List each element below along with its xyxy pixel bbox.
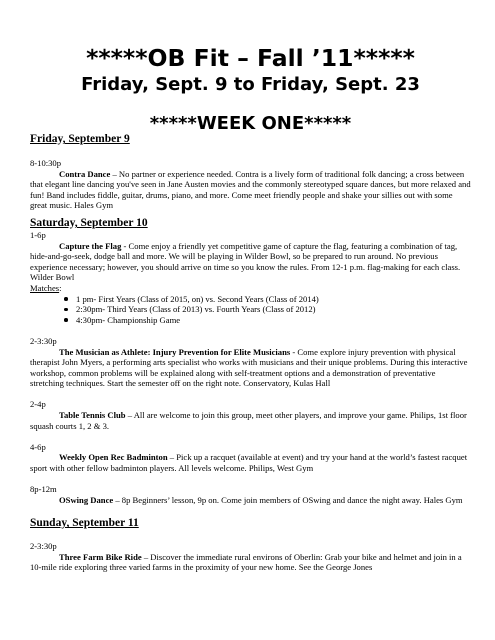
event-title: Table Tennis Club <box>59 410 126 421</box>
list-item: 4:30pm- Championship Game <box>76 315 471 326</box>
event-three-farm-bike-ride <box>30 541 471 573</box>
week-heading: *****WEEK ONE***** <box>149 113 352 134</box>
event-title: Weekly Open Rec Badminton <box>59 452 168 463</box>
event-capture-the-flag <box>30 230 471 325</box>
event-title: Capture the Flag <box>59 240 122 251</box>
event-description: – Pick up a racquet (available at event) and try your hand at the world’s fastest racquet sport with other fellow badminton players. All levels welcome. Philips, West Gym <box>30 452 468 474</box>
event-time: 2-3:30p <box>30 335 57 346</box>
event-title: Three Farm Bike Ride <box>59 551 142 562</box>
event-time: 1-6p <box>30 229 46 240</box>
matches-label: Matches <box>30 282 60 293</box>
matches-list <box>30 294 471 326</box>
event-description: – No partner or experience needed. Contra is a lively form of traditional folk dancing; a cross between that elegant line dancing you've seen in Jane Austen movies and the commonly stereotyped square dances, but more relaxed and fun! Band includes fiddle, guitar, drums, piano, and more. Come meet friendly people and shake your sillies out with some great music. Hales Gym <box>30 168 471 211</box>
list-item: 1 pm- First Years (Class of 2015, on) vs. Second Years (Class of 2014) <box>76 294 471 305</box>
event-title: Contra Dance <box>59 168 111 179</box>
event-description: – All are welcome to join this group, meet other players, and improve your game. Philips, 1st floor squash courts 1, 2 & 3. <box>30 410 467 431</box>
document-title: *****OB Fit – Fall ’11***** <box>86 44 415 72</box>
event-contra-dance <box>30 158 471 211</box>
event-table-tennis-club <box>30 399 471 431</box>
event-description: – Discover the immediate rural environs of Oberlin: Grab your bike and helmet and join in a 10-mile ride exploring three varied farms in the proximity of your new home. See the George Jones <box>30 551 462 573</box>
event-time: 2-4p <box>30 399 46 410</box>
event-open-rec-badminton <box>30 442 471 474</box>
event-time: 4-6p <box>30 441 46 452</box>
event-title: The Musician as Athlete: Injury Prevention for Elite Musicians <box>59 346 291 357</box>
list-item: 2:30pm- Third Years (Class of 2013) vs. Fourth Years (Class of 2012) <box>76 304 471 315</box>
day-heading-saturday: Saturday, September 10 <box>30 216 148 229</box>
event-description: - Come explore injury prevention with physical therapist John Myers, a performing arts specialist who works with musicians and their unique problems. During this interactive workshop, common problems will be explained along with self-treatment options and a demonstration of preventative stretching techniques. Start the semester off on the right note. Conservatory, Kulas Hall <box>30 346 468 389</box>
event-time: 8p-12m <box>30 484 57 495</box>
event-description: – 8p Beginners’ lesson, 9p on. Come join members of OSwing and dance the night away. Hales Gym <box>113 494 463 505</box>
event-time: 2-3:30p <box>30 541 57 551</box>
event-oswing-dance <box>30 484 471 505</box>
matches-colon: : <box>59 282 62 293</box>
day-heading-sunday: Sunday, September 11 <box>30 517 139 530</box>
document-subtitle: Friday, Sept. 9 to Friday, Sept. 23 <box>81 74 420 95</box>
event-musician-as-athlete <box>30 336 471 389</box>
event-title: OSwing Dance <box>59 494 114 505</box>
event-time: 8-10:30p <box>30 158 62 168</box>
event-description: - Come enjoy a friendly yet competitive game of capture the flag, featuring a combination of tag, hide-and-go-seek, dodge ball and more. We will be playing in Wilder Bowl, so be prepared to run around. No previous experience necessary; however, you should arrive on time so you know the rules. From 12-1 p.m. flag-making for each class. Wilder Bowl <box>30 240 461 283</box>
day-heading-friday: Friday, September 9 <box>30 133 130 145</box>
